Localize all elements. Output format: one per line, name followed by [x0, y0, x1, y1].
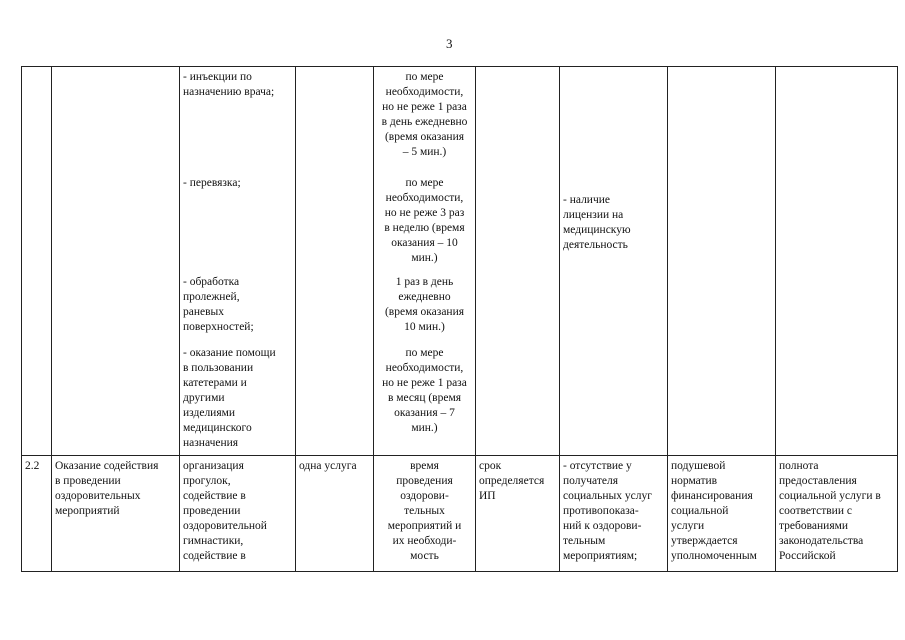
cell-service-name [52, 67, 180, 456]
cell-conditions [560, 67, 668, 456]
cell-conditions: - отсутствие у получателя социальных услуг противопоказа- ний к оздорови- тельным мероприятиям; [560, 456, 668, 572]
cell-service-name: Оказание содействия в проведении оздоровительных мероприятий [52, 456, 180, 572]
service-item: - оказание помощи в пользовании катетерами и другими изделиями медицинского назначения [183, 347, 276, 449]
service-item: - перевязка; [183, 177, 241, 189]
cell-quality [776, 67, 898, 456]
conditions-text: - наличие лицензии на медицинскую деятельность [563, 194, 631, 251]
cell-unit: одна услуга [296, 456, 374, 572]
cell-service-content [180, 67, 296, 456]
cell-number: 2.2 [22, 456, 52, 572]
period-item: по мере необходимости, но не реже 1 раза в месяц (время оказания – 7 мин.) [382, 347, 467, 434]
table-row [22, 456, 898, 572]
period-item: по мере необходимости, но не реже 3 раз в неделю (время оказания – 10 мин.) [384, 177, 465, 264]
cell-number [22, 67, 52, 456]
cell-deadline: срок определяется ИП [476, 456, 560, 572]
cell-period: время проведения оздорови- тельных мероприятий и их необходи- мость [374, 456, 476, 572]
period-item: по мере необходимости, но не реже 1 раза в день ежедневно (время оказания – 5 мин.) [381, 71, 468, 158]
services-table [21, 66, 898, 572]
page-number: 3 [446, 36, 453, 51]
period-item: 1 раз в день ежедневно (время оказания 10 мин.) [384, 276, 465, 333]
cell-unit [296, 67, 374, 456]
service-item: - обработка пролежней, раневых поверхностей; [183, 276, 254, 333]
cell-financing: подушевой норматив финансирования социальной услуги утверждается уполномоченным [668, 456, 776, 572]
cell-quality: полнота предоставления социальной услуги в соответствии с требованиями законодательства Российской [776, 456, 898, 572]
cell-service-content: организация прогулок, содействие в проведении оздоровительной гимнастики, содействие в [180, 456, 296, 572]
cell-period [374, 67, 476, 456]
service-item: - инъекции по назначению врача; [183, 71, 275, 98]
cell-deadline [476, 67, 560, 456]
cell-financing [668, 67, 776, 456]
table-row [22, 67, 898, 456]
